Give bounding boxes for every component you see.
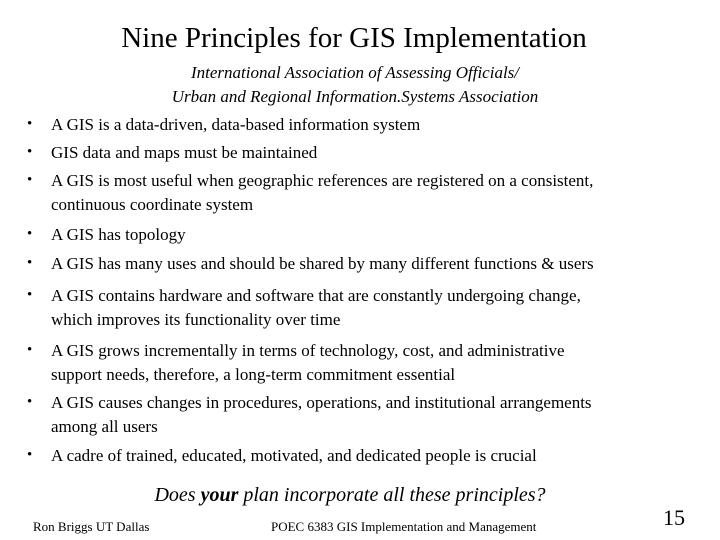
principle-line-1: A GIS has topology [51, 225, 186, 244]
bullet-glyph: • [27, 226, 33, 242]
principle-text [51, 252, 701, 276]
principle-text [51, 223, 701, 247]
principle-line-2: continuous coordinate system [51, 194, 254, 214]
footer-author: Ron Briggs UT Dallas [33, 519, 150, 534]
closing-question [0, 482, 700, 508]
question-part-2: plan incorporate all these principles? [238, 484, 546, 506]
principle-text [51, 113, 701, 137]
footer-course: POEC 6383 GIS Implementation and Management [271, 519, 537, 534]
principle-line-1: GIS data and maps must be maintained [51, 143, 318, 162]
principle-line-1: A GIS causes changes in procedures, operations, and institutional arrangements [51, 393, 592, 412]
principle-line-1: A GIS is most useful when geographic references are registered on a consistent, [51, 171, 594, 190]
bullet-glyph: • [27, 144, 33, 160]
question-emphasis: your [200, 484, 239, 506]
principle-line-2: among all users [51, 416, 158, 436]
principle-text [51, 141, 701, 165]
subtitle-organization-1: International Association of Assessing Officials/ [190, 63, 520, 82]
principle-text [51, 391, 701, 438]
page-number: 15 [663, 505, 685, 530]
principle-text [51, 284, 701, 331]
question-part-1: Does [154, 484, 201, 506]
principle-line-1: A GIS is a data-driven, data-based information system [51, 115, 421, 134]
principle-line-1: A GIS grows incrementally in terms of technology, cost, and administrative [51, 341, 565, 360]
slide-title: Nine Principles for GIS Implementation [121, 22, 587, 54]
bullet-glyph: • [27, 255, 33, 271]
principle-line-1: A cadre of trained, educated, motivated, and dedicated people is crucial [51, 446, 537, 465]
bullet-glyph: • [27, 394, 33, 410]
bullet-glyph: • [27, 342, 33, 358]
principle-text [51, 444, 701, 468]
bullet-glyph: • [27, 116, 33, 132]
principle-text [51, 169, 701, 216]
principle-line-1: A GIS has many uses and should be shared by many different functions & users [51, 254, 594, 273]
bullet-glyph: • [27, 172, 33, 188]
subtitle-organization-2: Urban and Regional Information.Systems Association [171, 87, 539, 106]
bullet-glyph: • [27, 447, 33, 463]
principle-line-2: which improves its functionality over time [51, 309, 341, 329]
bullet-glyph: • [27, 287, 33, 303]
principle-line-2: support needs, therefore, a long-term commitment essential [51, 364, 456, 384]
principle-line-1: A GIS contains hardware and software that are constantly undergoing change, [51, 286, 581, 305]
principle-text [51, 339, 701, 386]
